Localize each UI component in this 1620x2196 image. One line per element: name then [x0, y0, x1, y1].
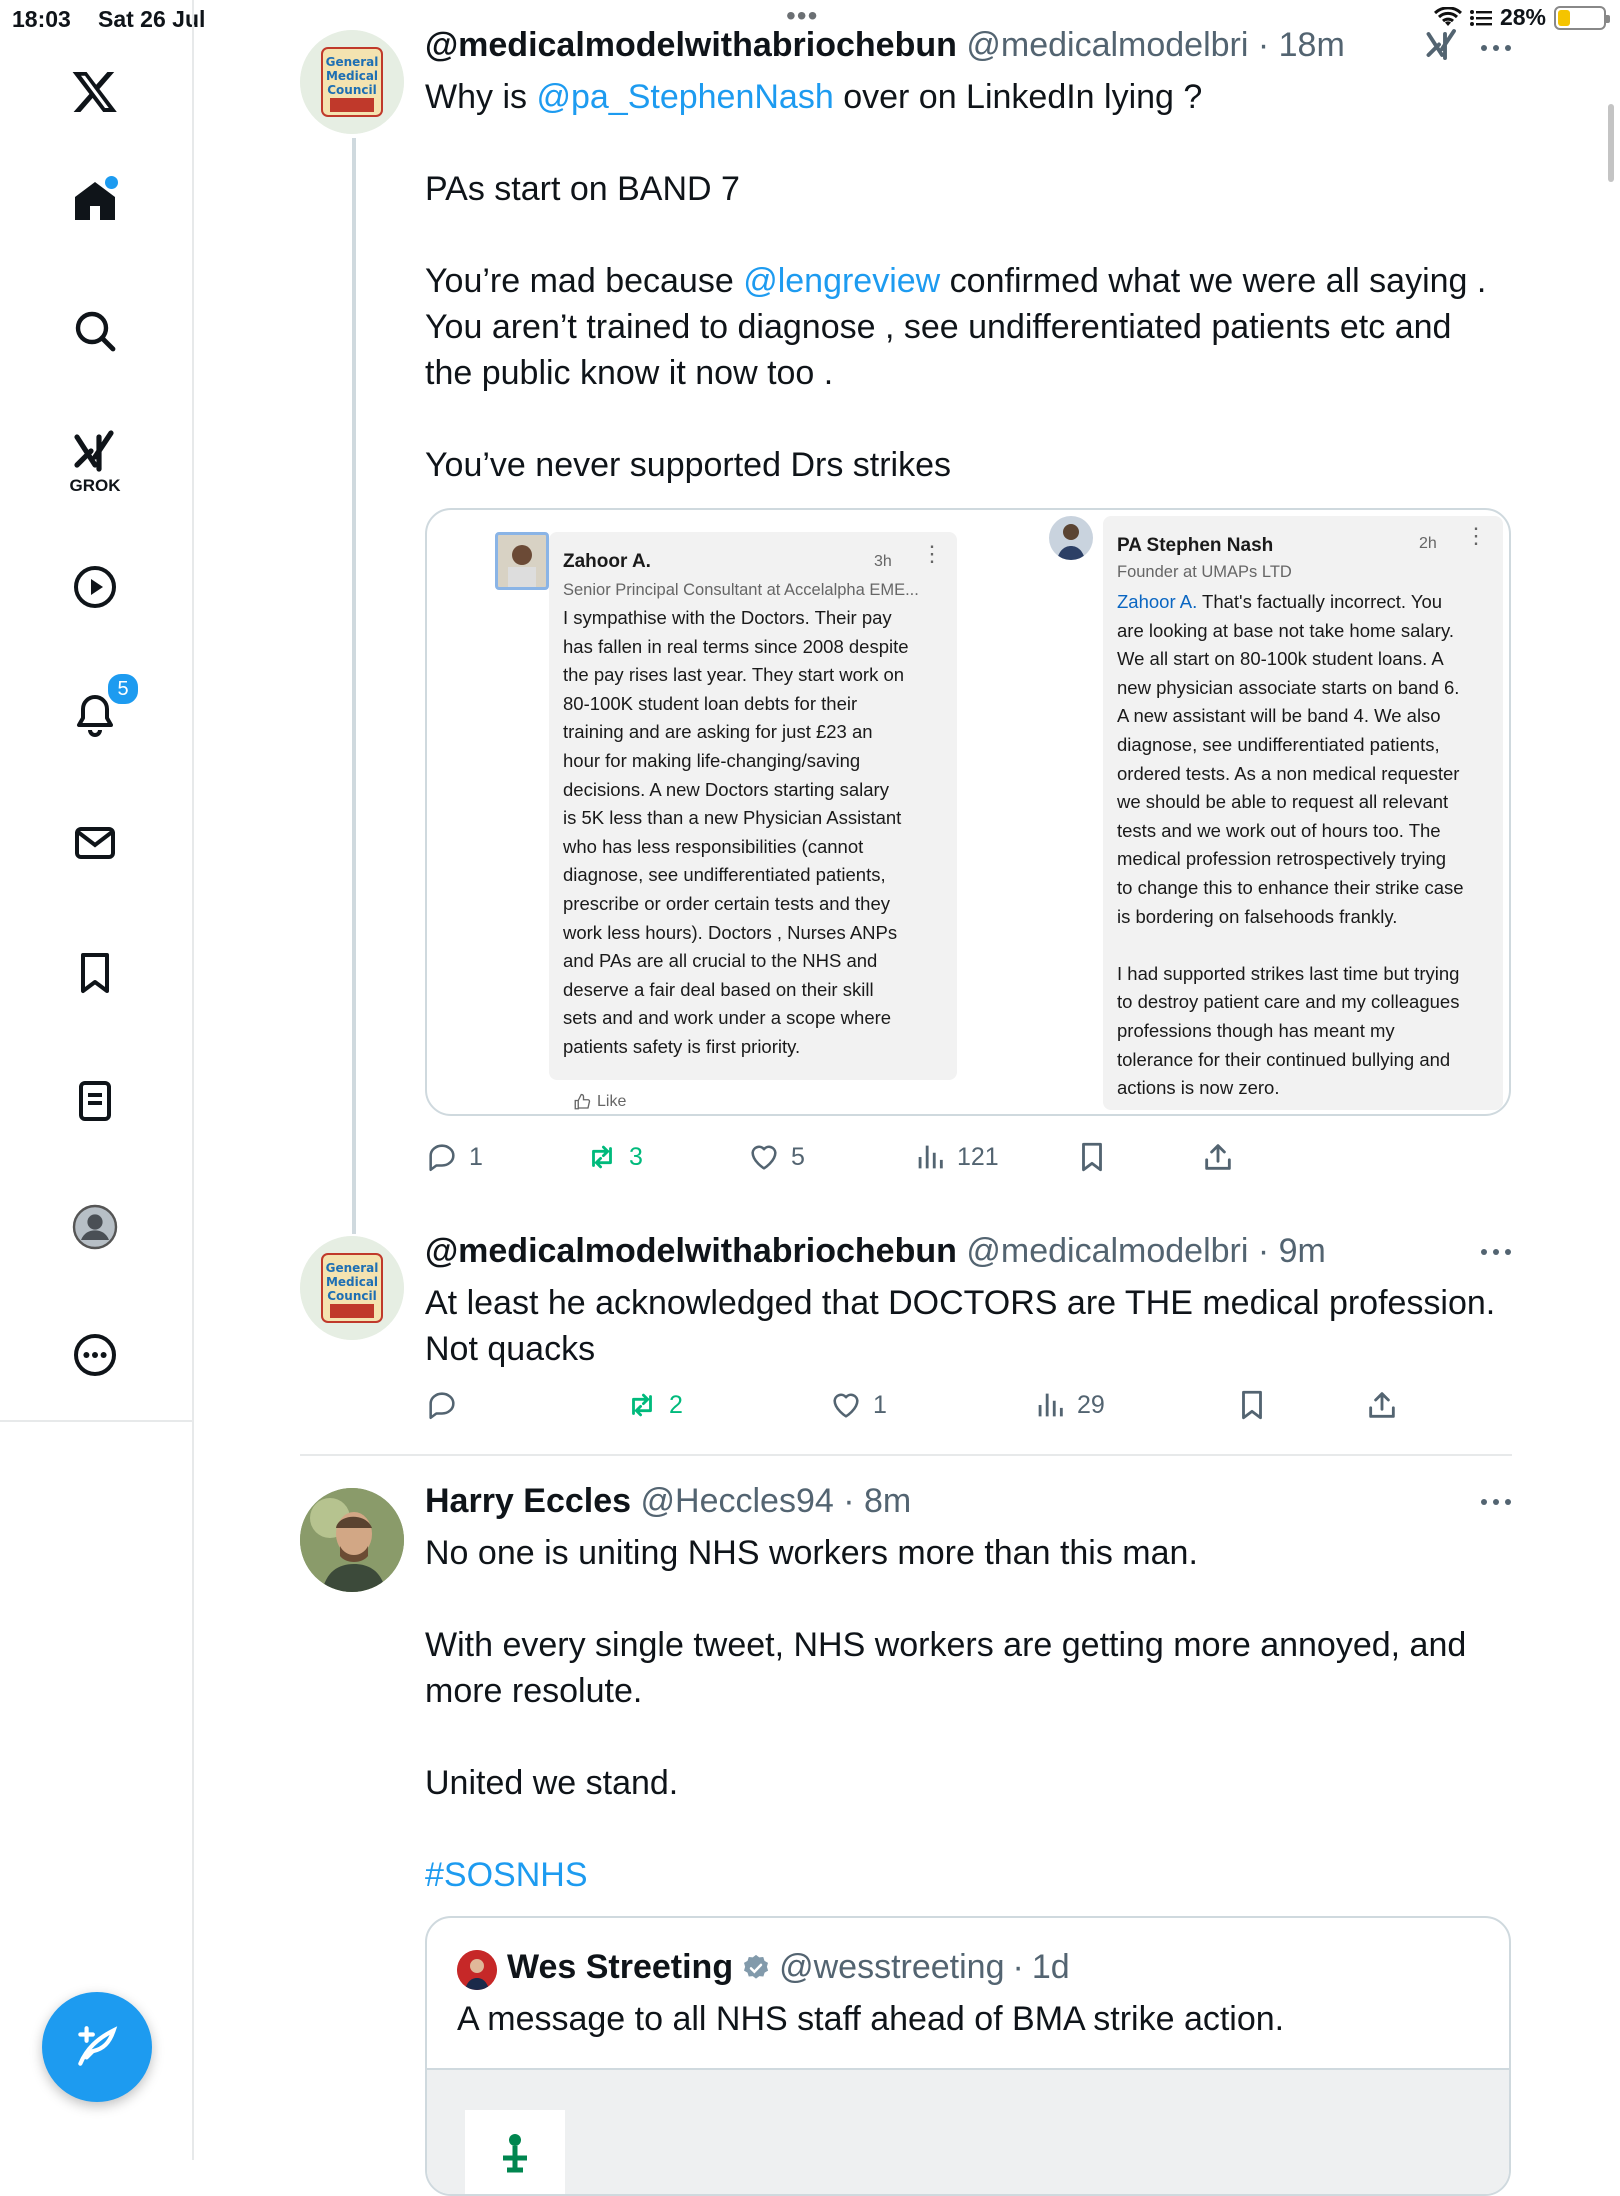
heart-icon: [747, 1140, 781, 1174]
more-options-icon[interactable]: [1476, 1492, 1516, 1512]
more-options-icon[interactable]: [1476, 1242, 1516, 1262]
grok-icon[interactable]: [66, 424, 124, 482]
svg-text:Council: Council: [327, 83, 377, 97]
tweet-header: [425, 1482, 911, 1521]
svg-text:Medical: Medical: [325, 69, 379, 83]
commenter-name: PA Stephen Nash: [1117, 535, 1274, 556]
home-unread-dot: [103, 174, 120, 191]
tweet-time[interactable]: 8m: [863, 1482, 912, 1520]
reply-icon: [425, 1140, 459, 1174]
bookmark-button[interactable]: [1075, 1140, 1109, 1174]
status-date: Sat 26 Jul: [98, 6, 206, 32]
separator-dot: ·: [1012, 1948, 1024, 1986]
comment-first-line: Zahoor A. That's factually incorrect. You: [1117, 591, 1443, 612]
reply-count: 1: [469, 1142, 483, 1171]
author-name[interactable]: @medicalmodelwithabriochebun: [425, 1232, 957, 1270]
tweet-header: [425, 1232, 1326, 1271]
quote-author-name: Wes Streeting: [507, 1948, 734, 1986]
tweet-media-image[interactable]: [425, 508, 1511, 1116]
quote-text: A message to all NHS staff ahead of BMA strike action.: [457, 2000, 1285, 2038]
tweet-header: [425, 26, 1345, 65]
status-indicators: [1434, 4, 1606, 31]
commenter-name: Zahoor A.: [563, 551, 651, 572]
bookmark-button[interactable]: [1235, 1388, 1269, 1422]
repost-icon: [585, 1140, 619, 1174]
comment-time: 3h: [874, 553, 892, 570]
mention-tag: Zahoor A.: [1117, 591, 1198, 612]
tweet-text: No one is uniting NHS workers more than this man. With every single tweet, NHS workers are getting more annoyed, and more resolute. United we stand. #SOSNHS: [425, 1534, 1467, 1894]
views-chart-icon: [913, 1140, 947, 1174]
search-icon[interactable]: [66, 302, 124, 360]
linkedin-comment-card: [549, 532, 957, 1080]
grok-label: GROK: [69, 476, 121, 495]
sidebar-divider: [0, 1420, 192, 1422]
home-icon[interactable]: [66, 172, 124, 230]
tweet-time[interactable]: 9m: [1278, 1232, 1326, 1270]
quote-avatar: [457, 1950, 497, 1990]
quote-author-handle: @wesstreeting: [779, 1948, 1005, 1986]
battery-percent: 28%: [1499, 4, 1546, 30]
svg-text:General: General: [325, 55, 379, 69]
quote-media-image[interactable]: [427, 2068, 1511, 2196]
profile-avatar-icon[interactable]: [66, 1198, 124, 1256]
commenter-title: Senior Principal Consultant at Accelalpha EME...: [563, 581, 919, 599]
scrollbar[interactable]: [1608, 104, 1614, 182]
repost-button[interactable]: [625, 1388, 683, 1422]
compose-post-button[interactable]: [42, 1992, 152, 2102]
share-icon: [1201, 1140, 1235, 1174]
like-button[interactable]: [829, 1388, 887, 1422]
compose-feather-icon: [72, 2022, 122, 2072]
grok-explain-icon[interactable]: [1424, 28, 1460, 64]
separator-dot: ·: [1248, 26, 1279, 64]
repost-count: 2: [669, 1390, 683, 1419]
share-icon: [1365, 1388, 1399, 1422]
status-time: 18:03: [12, 6, 71, 32]
views-count: 121: [957, 1142, 999, 1171]
views-count: 29: [1077, 1390, 1105, 1419]
comment-menu-icon: ⋮: [921, 541, 943, 566]
more-options-circle-icon[interactable]: [66, 1326, 124, 1384]
svg-text:General: General: [325, 1261, 379, 1275]
views-button[interactable]: [1033, 1388, 1105, 1422]
mention-link[interactable]: @pa_StephenNash: [536, 78, 834, 116]
hashtag-link[interactable]: #SOSNHS: [425, 1856, 588, 1894]
repost-button[interactable]: [585, 1140, 643, 1174]
nhs-crest-logo: [465, 2110, 565, 2196]
messages-envelope-icon[interactable]: [66, 814, 124, 872]
views-button[interactable]: [913, 1140, 999, 1174]
comment-menu-icon: ⋮: [1465, 523, 1487, 548]
author-handle[interactable]: @Heccles94: [640, 1482, 834, 1520]
wifi-icon: [1434, 7, 1462, 29]
comment-like: Like: [573, 1093, 626, 1111]
battery-icon: [1554, 6, 1606, 30]
tweet-text: Why is @pa_StephenNash over on LinkedIn lying ? PAs start on BAND 7 You’re mad because @lengreview confirmed what we were all saying . You aren’t trained to diagnose , see undifferentiated patients etc and the public know it now too . You’ve never supported Drs strikes: [425, 78, 1487, 484]
like-count: 5: [791, 1142, 805, 1171]
quote-header: [507, 1948, 1070, 1987]
battery-level: [1558, 10, 1570, 26]
quote-time: 1d: [1031, 1948, 1070, 1986]
verified-badge-icon: [741, 1953, 771, 1983]
x-logo-icon[interactable]: [66, 62, 124, 120]
avatar[interactable]: [300, 1488, 404, 1592]
stephen-avatar: [1049, 516, 1093, 560]
svg-text:Council: Council: [327, 1289, 377, 1303]
video-play-icon[interactable]: [66, 558, 124, 616]
comment-body: are looking at base not take home salary. We all start on 80-100k student loans. A new physician associate starts on band 6. A new assistant will be band 4. We also diagnose, see undifferentiated patients, ordered tests. As a non medical requester we should be able to request all relevant tests and we work out of hours too. The medical profession retrospectively trying to change this to enhance their strike case is bordering on falsehoods frankly. I had supported strikes last time but trying to destroy patient care and my colleagues professions though has meant my tolerance for their continued bullying and actions is now zero.: [1117, 619, 1464, 1099]
share-button[interactable]: [1365, 1388, 1399, 1422]
comment-body: I sympathise with the Doctors. Their pay has fallen in real terms since 2008 despite the pay rises last year. They start work on 80-100K student loan debts for their training and are asking for just £23 an hour for making life-changing/saving decisions. A new Doctors starting salary is 5K less than a new Physician Assistant who has less responsibilities (cannot diagnose, see undifferentiated patients, prescribe or order certain tests and they work less hours). Doctors , Nurses ANPs and PAs are all crucial to the NHS and deserve a fair deal based on their skill sets and and work under a scope where patients safety is first priority.: [563, 607, 909, 1057]
thumbs-up-icon: [573, 1093, 591, 1111]
list-status-icon: [1470, 9, 1492, 27]
reply-button[interactable]: [425, 1388, 469, 1422]
tweet-time[interactable]: 18m: [1278, 26, 1345, 64]
reply-icon: [425, 1388, 459, 1422]
more-options-icon[interactable]: [1476, 38, 1516, 58]
notifications-bell-icon[interactable]: [66, 677, 129, 744]
repost-icon: [625, 1388, 659, 1422]
tweet-text: At least he acknowledged that DOCTORS are THE medical profession. Not quacks: [425, 1284, 1496, 1368]
comment-time: 2h: [1419, 535, 1437, 552]
reply-button[interactable]: [425, 1140, 483, 1174]
like-button[interactable]: [747, 1140, 805, 1174]
multitasking-dots-icon[interactable]: •••: [786, 0, 819, 31]
commenter-title: Founder at UMAPs LTD: [1117, 563, 1292, 581]
like-count: 1: [873, 1390, 887, 1419]
tweet-divider: [300, 1454, 1512, 1456]
heart-icon: [829, 1388, 863, 1422]
avatar[interactable]: [300, 30, 404, 134]
svg-text:Medical: Medical: [325, 1275, 379, 1289]
separator-dot: ·: [1248, 1232, 1279, 1270]
bookmark-icon: [1235, 1388, 1269, 1422]
zahoor-avatar: [495, 532, 549, 590]
author-handle[interactable]: @medicalmodelbri: [966, 26, 1249, 64]
author-name[interactable]: Harry Eccles: [425, 1482, 632, 1520]
author-name[interactable]: @medicalmodelwithabriochebun: [425, 26, 957, 64]
bookmark-icon: [1075, 1140, 1109, 1174]
quoted-tweet[interactable]: [425, 1916, 1511, 2196]
views-chart-icon: [1033, 1388, 1067, 1422]
bookmarks-icon[interactable]: [66, 944, 124, 1002]
sidebar-nav: [0, 0, 194, 2160]
mention-link[interactable]: @lengreview: [743, 262, 941, 300]
lists-icon[interactable]: [66, 1072, 124, 1130]
separator-dot: ·: [833, 1482, 864, 1520]
linkedin-comment-card: [1103, 516, 1503, 1110]
author-handle[interactable]: @medicalmodelbri: [966, 1232, 1249, 1270]
share-button[interactable]: [1201, 1140, 1235, 1174]
thread-connector-line: [352, 138, 356, 1234]
notifications-badge: 5: [106, 672, 140, 706]
repost-count: 3: [629, 1142, 643, 1171]
avatar[interactable]: [300, 1236, 404, 1340]
